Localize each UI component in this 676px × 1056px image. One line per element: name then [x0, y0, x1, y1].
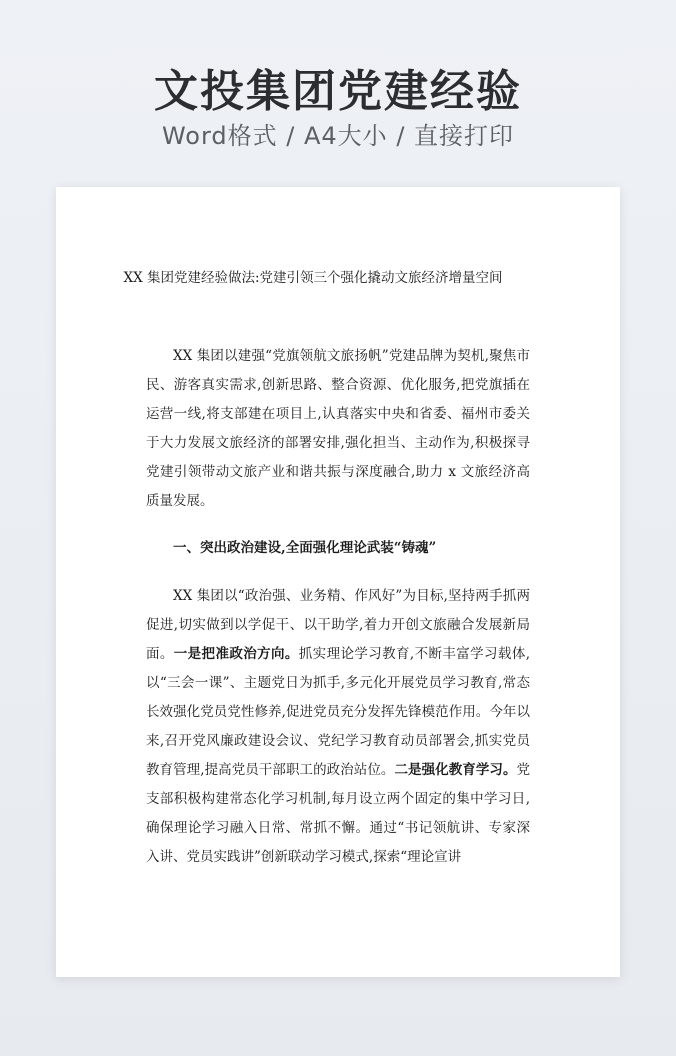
body-text-part2: 抓实理论学习教育,不断丰富学习载体,以“三会一课”、主题党日为抓手,多元化开展党员学习教育,常态长效强化党员党性修养,促进党员充分发挥先锋模范作用。今年以来,召开党风廉政建设会议、党纪学习教育动员部署会,抓实党员教育管理,提高党员干部职工的政治站位。	[146, 646, 531, 778]
banner-title: 文投集团党建经验	[154, 66, 522, 117]
banner-subtitle: Word格式 / A4大小 / 直接打印	[161, 122, 515, 150]
intro-paragraph: XX 集团以建强“党旗领航文旅扬帆”党建品牌为契机,聚焦市民、游客真实需求,创新思路、整合资源、优化服务,把党旗插在运营一线,将支部建在项目上,认真落实中央和省委、福州市委关于大力发展文旅经济的部署安排,强化担当、主动作为,积极探寻党建引领带动文旅产业和谐共振与深度融合,助力 x 文旅经济高质量发展。	[146, 348, 530, 509]
body-text-part1: XX 集团以“政治强、业务精、作风好”为目标,坚持两手抓两促进,切实做到以学促干、以干助学,着力开创文旅融合发展新局面。	[146, 588, 530, 662]
body-text-part3: 党支部积极构建常态化学习机制,每月设立两个固定的集中学习日,确保理论学习融入日常、常抓不懈。通过“书记领航讲、专家深入讲、党员实践讲”创新联动学习模式,探索“理论宣讲	[146, 762, 531, 865]
document-title: XX 集团党建经验做法:党建引领三个强化撬动文旅经济增量空间	[123, 270, 503, 286]
section-body-paragraph	[146, 582, 530, 872]
section-heading: 一、突出政治建设,全面强化理论武装“铸魂”	[173, 540, 437, 556]
body-bold-point2: 二是强化教育学习。	[394, 762, 517, 778]
body-bold-point1: 一是把准政治方向。	[173, 646, 299, 662]
